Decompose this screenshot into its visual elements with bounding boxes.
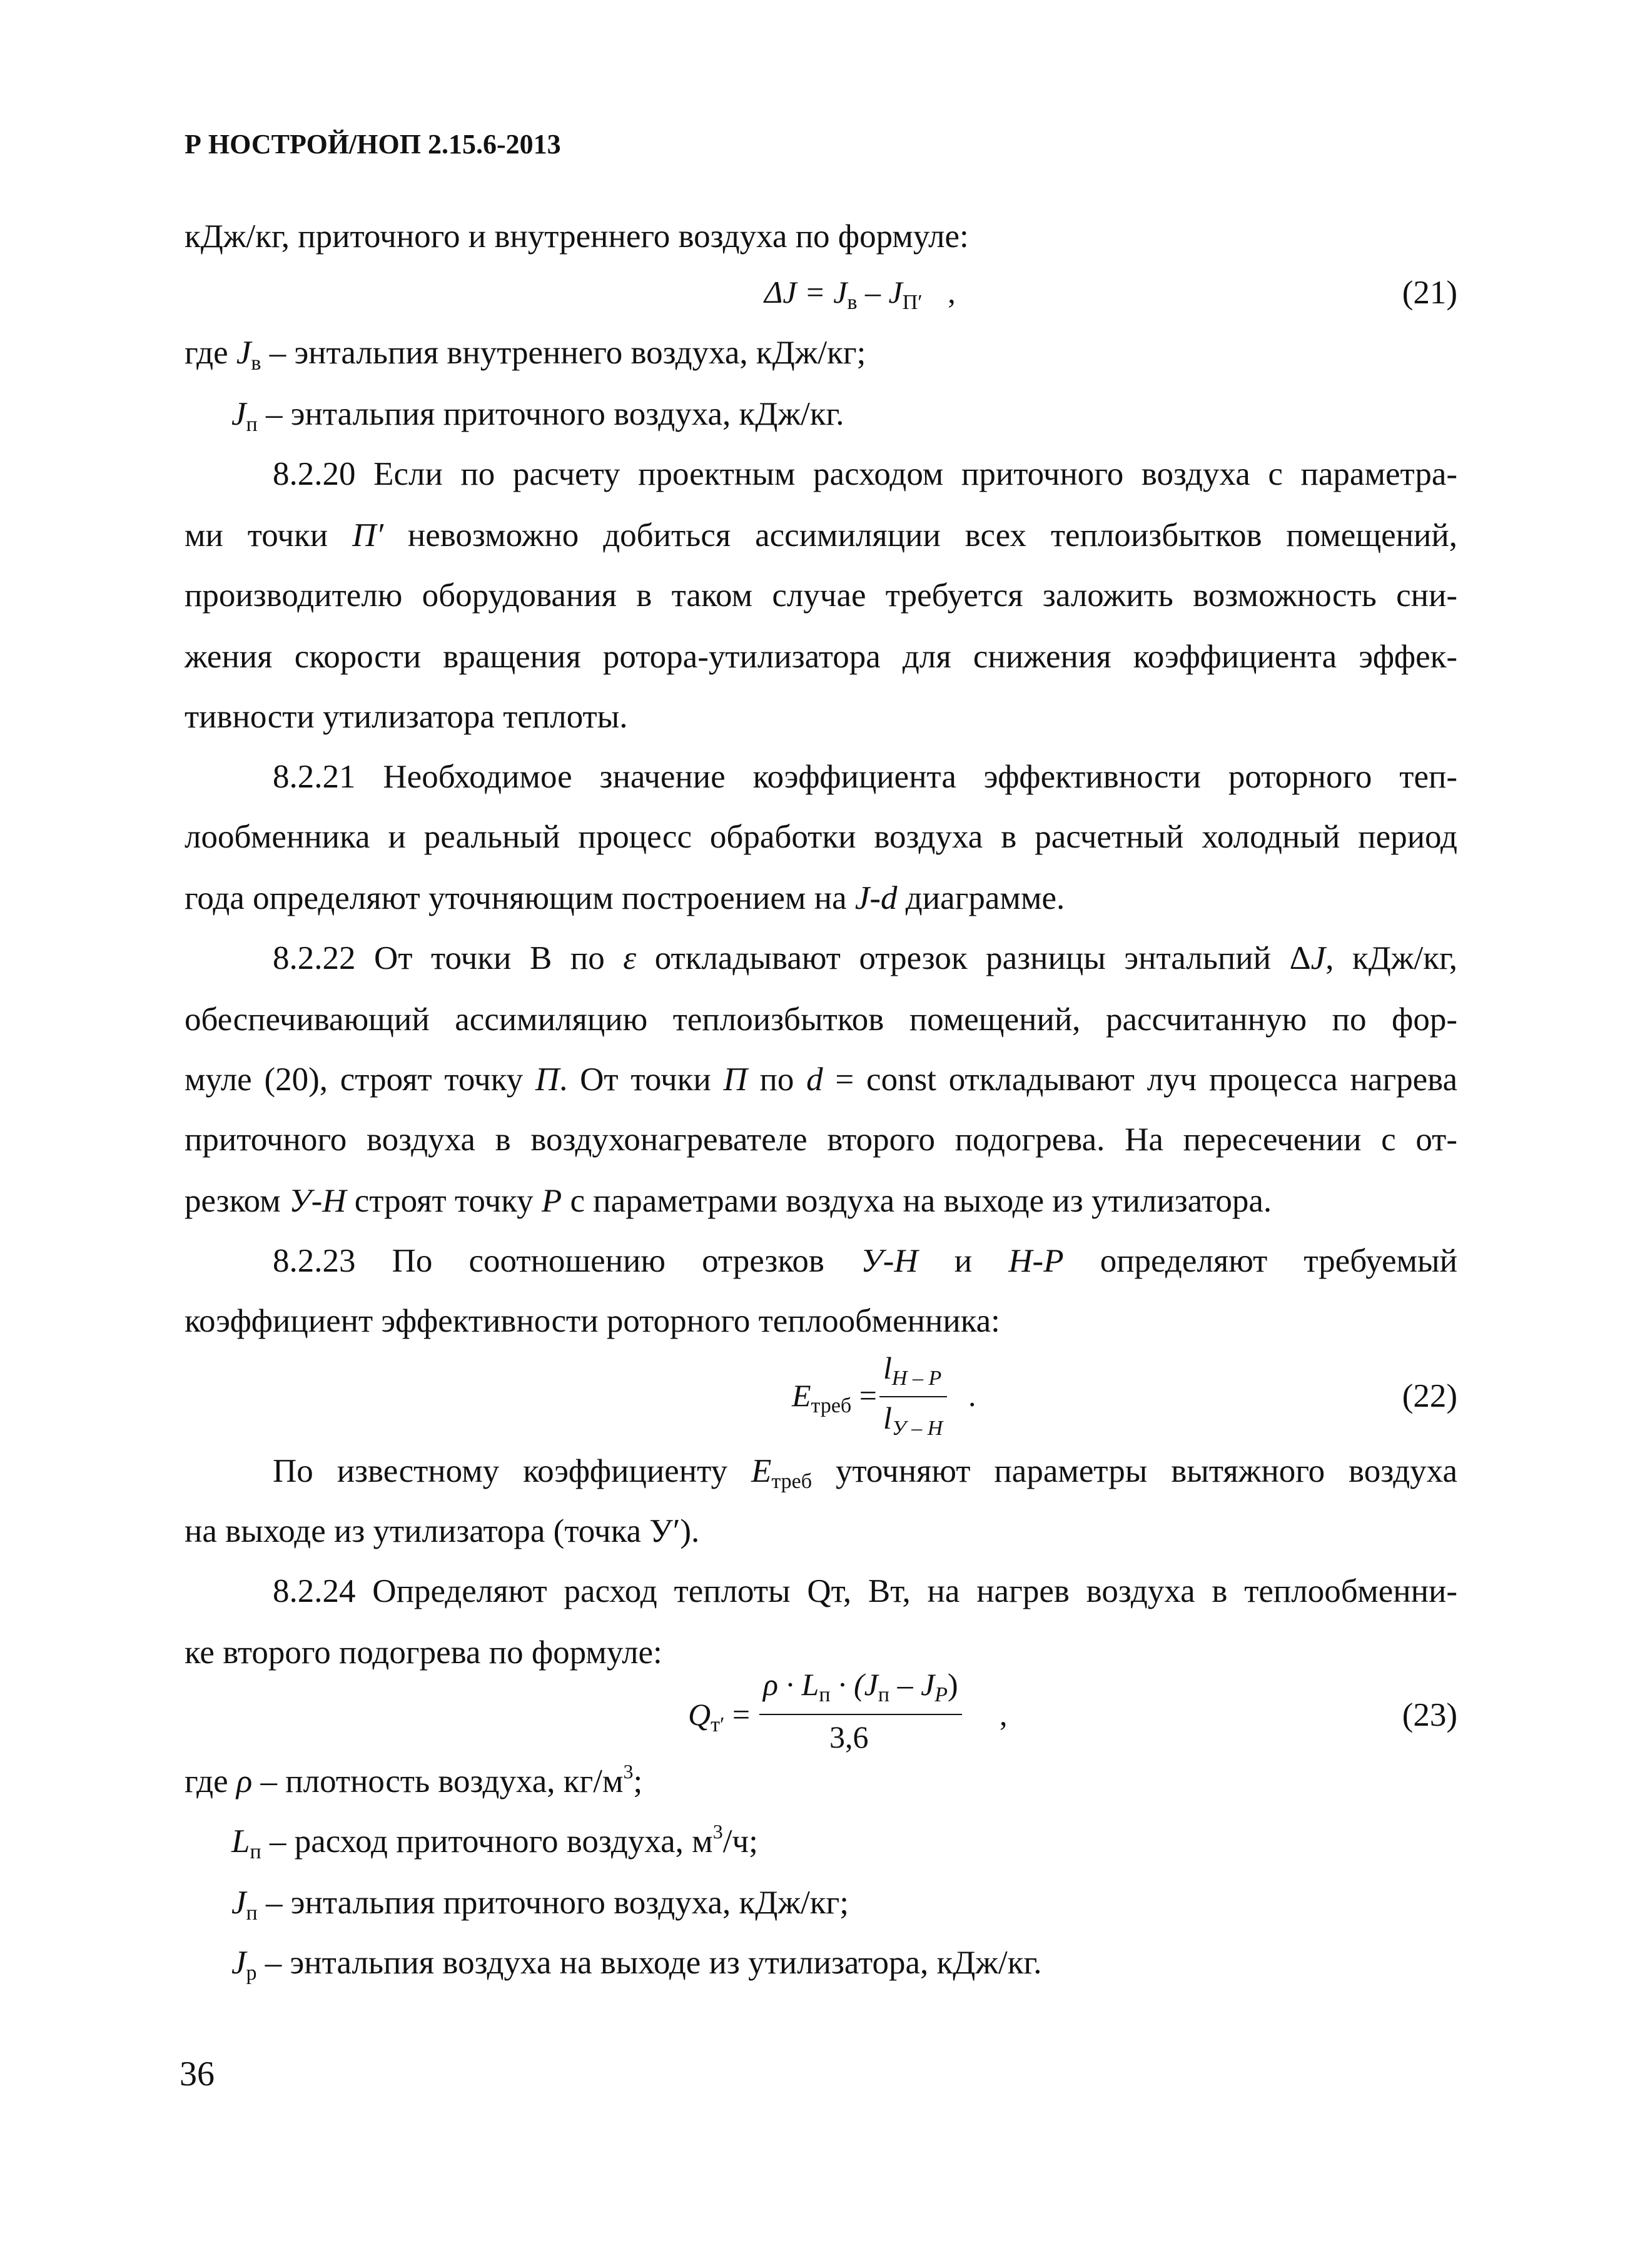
equation-21: $\Delta J = J_в - J_{П'}$ , bbox=[764, 275, 956, 314]
text-line: ми точки П′ невозможно добиться ассимиляции всех теплоизбытков помещений, bbox=[185, 517, 1458, 554]
equation-number-23: (23) bbox=[1402, 1697, 1457, 1733]
text-line: $J_п$ – энтальпия приточного воздуха, кДж/кг. bbox=[231, 396, 844, 436]
text-line: приточного воздуха в воздухонагревателе второго подогрева. На пересечении с от- bbox=[185, 1121, 1457, 1158]
equation-number-22: (22) bbox=[1402, 1378, 1457, 1414]
equation-23-denominator: 3,6 bbox=[829, 1719, 869, 1754]
text-line: $J_р$ – энтальпия воздуха на выходе из утилизатора, кДж/кг. bbox=[231, 1945, 1042, 1985]
page-number: 36 bbox=[180, 2055, 215, 2093]
text-line: на выходе из утилизатора (точка У′). bbox=[185, 1513, 700, 1549]
paragraph-8-2-21: 8.2.21 Необходимое значение коэффициента эффективности роторного теп- bbox=[273, 759, 1457, 795]
text-line: кДж/кг, приточного и внутреннего воздуха по формуле: bbox=[185, 218, 969, 255]
text-line: муле (20), строят точку П. От точки П по d = const откладывают луч процесса нагрева bbox=[185, 1061, 1458, 1098]
equation-22-numerator: $l_{H - P}$ bbox=[883, 1350, 942, 1390]
equation-23-tail: , bbox=[1000, 1697, 1008, 1732]
paragraph-8-2-22: 8.2.22 От точки В по ε откладывают отрезок разницы энтальпий ΔJ, кДж/кг, bbox=[273, 940, 1457, 976]
text-line: где $J_в$ – энтальпия внутреннего воздуха, кДж/кг; bbox=[185, 335, 866, 375]
fraction-bar bbox=[879, 1396, 947, 1397]
equation-22-lhs: $E_{треб}$ = bbox=[792, 1378, 877, 1417]
text-line: производителю оборудования в таком случае требуется заложить возможность сни- bbox=[185, 577, 1457, 614]
text-line: лообменника и реальный процесс обработки воздуха в расчетный холодный период bbox=[185, 819, 1457, 855]
paragraph-8-2-24: 8.2.24 Определяют расход теплоты Qт, Вт, на нагрев воздуха в теплообменни- bbox=[273, 1573, 1457, 1609]
paragraph-known-coefficient: По известному коэффициенту $E_{треб}$ уточняют параметры вытяжного воздуха bbox=[273, 1453, 1457, 1493]
paragraph-8-2-20: 8.2.20 Если по расчету проектным расходом приточного воздуха с параметра- bbox=[273, 456, 1457, 492]
equation-22-tail: . bbox=[968, 1378, 976, 1413]
text-line: жения скорости вращения ротора-утилизатора для снижения коэффициента эффек- bbox=[185, 639, 1457, 675]
equation-23-lhs: $Q_{т'}$ = bbox=[688, 1697, 751, 1736]
text-line: ке второго подогрева по формуле: bbox=[185, 1634, 662, 1671]
equation-23-numerator: $\rho \cdot L_п \cdot (J_п - J_P)$ bbox=[763, 1667, 958, 1706]
text-line: $L_п$ – расход приточного воздуха, $м^3/ч$; bbox=[231, 1820, 758, 1863]
fraction-bar bbox=[759, 1714, 962, 1715]
text-line: обеспечивающий ассимиляцию теплоизбытков помещений, рассчитанную по фор- bbox=[185, 1001, 1457, 1038]
equation-number-21: (21) bbox=[1402, 275, 1457, 311]
text-line: тивности утилизатора теплоты. bbox=[185, 699, 628, 735]
text-line: $J_п$ – энтальпия приточного воздуха, кДж/кг; bbox=[231, 1885, 849, 1925]
document-header: Р НОСТРОЙ/НОП 2.15.6-2013 bbox=[185, 129, 561, 159]
equation-22-denominator: $l_{У - Н}$ bbox=[883, 1400, 943, 1440]
text-line: коэффициент эффективности роторного теплообменника: bbox=[185, 1303, 1000, 1339]
text-line: года определяют уточняющим построением на J-d диаграмме. bbox=[185, 880, 1065, 916]
text-line: где ρ – плотность воздуха, $кг/м^3$; bbox=[185, 1760, 643, 1800]
text-line: резком У-Н строят точку Р с параметрами воздуха на выходе из утилизатора. bbox=[185, 1183, 1272, 1219]
paragraph-8-2-23: 8.2.23 По соотношению отрезков У-Н и Н-Р определяют требуемый bbox=[273, 1243, 1457, 1279]
